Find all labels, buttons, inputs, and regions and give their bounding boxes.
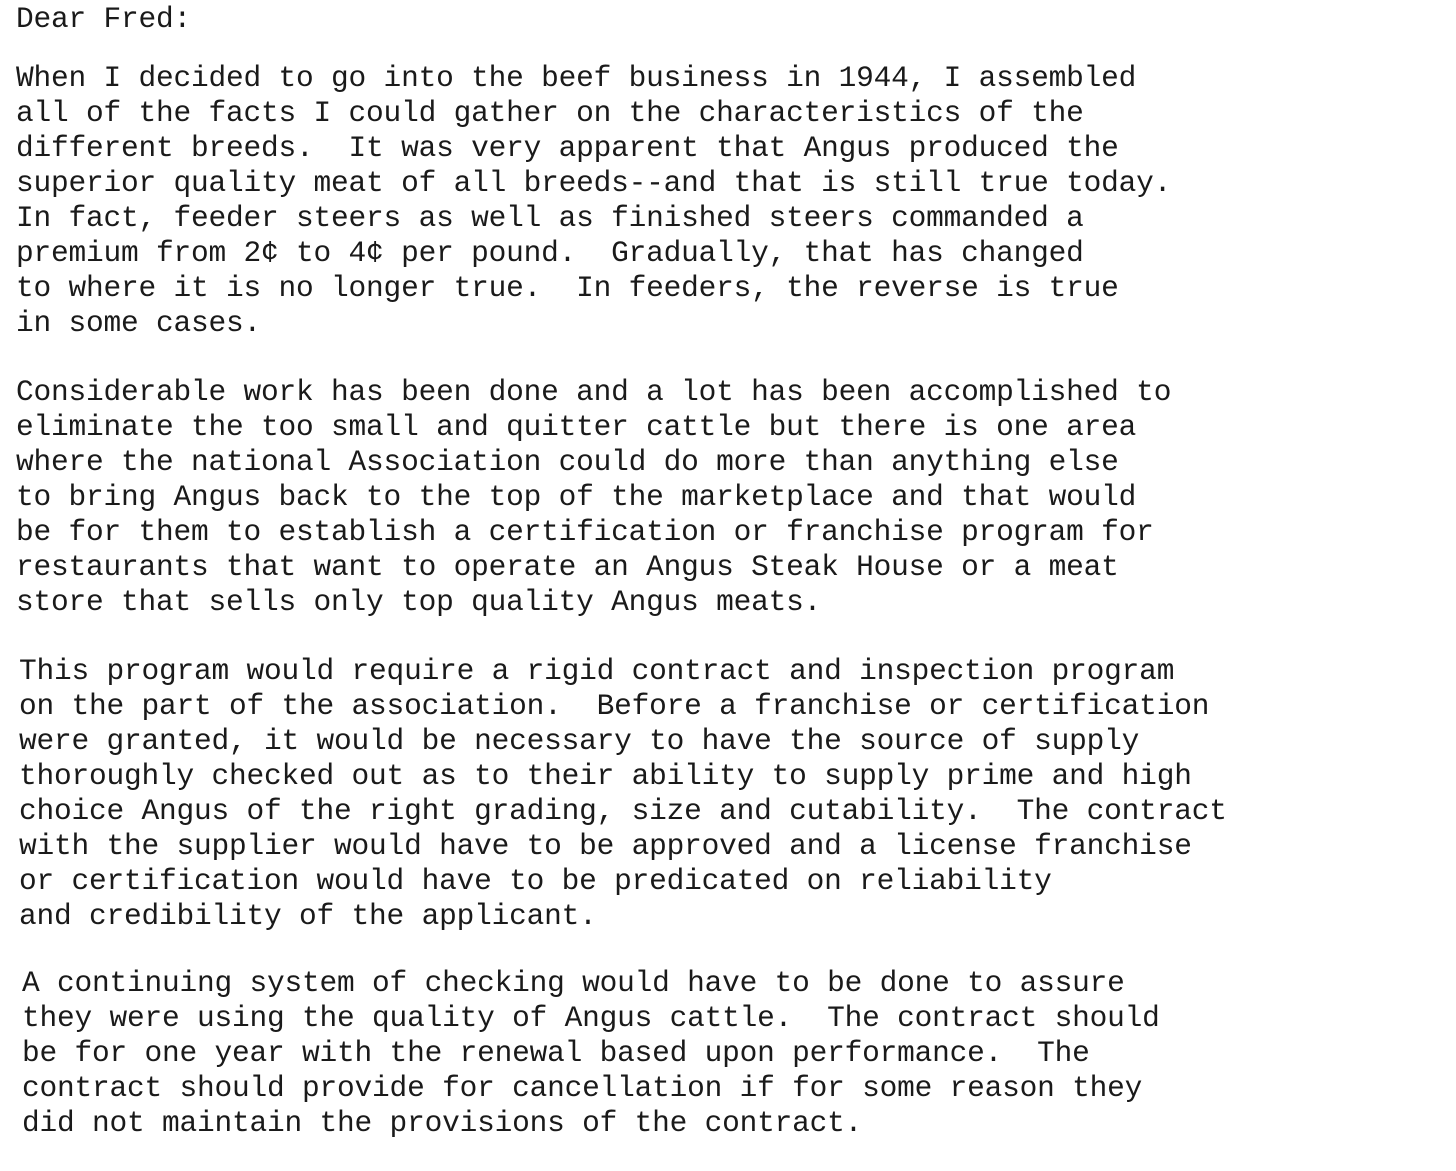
text-line: store that sells only top quality Angus meats. — [16, 585, 822, 619]
text-line: superior quality meat of all breeds--and that is still true today. — [16, 166, 1172, 200]
text-line: premium from 2¢ to 4¢ per pound. Gradually, that has changed — [16, 236, 1084, 270]
text-line: in some cases. — [16, 306, 262, 340]
paragraph-4 — [22, 966, 1160, 1141]
paragraph-1 — [16, 61, 1171, 341]
text-line: on the part of the association. Before a franchise or certification — [19, 689, 1210, 723]
text-line: A continuing system of checking would have to be done to assure — [22, 966, 1125, 1000]
text-line: thoroughly checked out as to their ability to supply prime and high — [19, 759, 1192, 793]
text-line: they were using the quality of Angus cattle. The contract should — [22, 1001, 1160, 1035]
text-line: be for one year with the renewal based upon performance. The — [22, 1036, 1090, 1070]
text-line: where the national Association could do more than anything else — [16, 445, 1119, 479]
text-line: restaurants that want to operate an Angus Steak House or a meat — [16, 550, 1119, 584]
text-line: different breeds. It was very apparent that Angus produced the — [16, 131, 1119, 165]
text-line: choice Angus of the right grading, size and cutability. The contract — [19, 794, 1227, 828]
text-line: In fact, feeder steers as well as finished steers commanded a — [16, 201, 1084, 235]
text-line: did not maintain the provisions of the contract. — [22, 1106, 863, 1140]
text-line: be for them to establish a certification or franchise program for — [16, 515, 1154, 549]
text-line: to bring Angus back to the top of the marketplace and that would — [16, 480, 1137, 514]
text-line: This program would require a rigid contract and inspection program — [19, 654, 1175, 688]
text-line: with the supplier would have to be approved and a license franchise — [19, 829, 1192, 863]
text-line: or certification would have to be predicated on reliability — [19, 864, 1052, 898]
text-line: eliminate the too small and quitter cattle but there is one area — [16, 410, 1137, 444]
text-line: and credibility of the applicant. — [19, 899, 597, 933]
text-line: Considerable work has been done and a lot has been accomplished to — [16, 375, 1172, 409]
salutation: Dear Fred: — [16, 2, 192, 36]
text-line: all of the facts I could gather on the characteristics of the — [16, 96, 1084, 130]
text-line: were granted, it would be necessary to have the source of supply — [19, 724, 1140, 758]
paragraph-3 — [19, 654, 1227, 934]
text-line: to where it is no longer true. In feeders, the reverse is true — [16, 271, 1119, 305]
text-line: When I decided to go into the beef business in 1944, I assembled — [16, 61, 1137, 95]
text-line: contract should provide for cancellation if for some reason they — [22, 1071, 1143, 1105]
paragraph-2 — [16, 375, 1171, 620]
